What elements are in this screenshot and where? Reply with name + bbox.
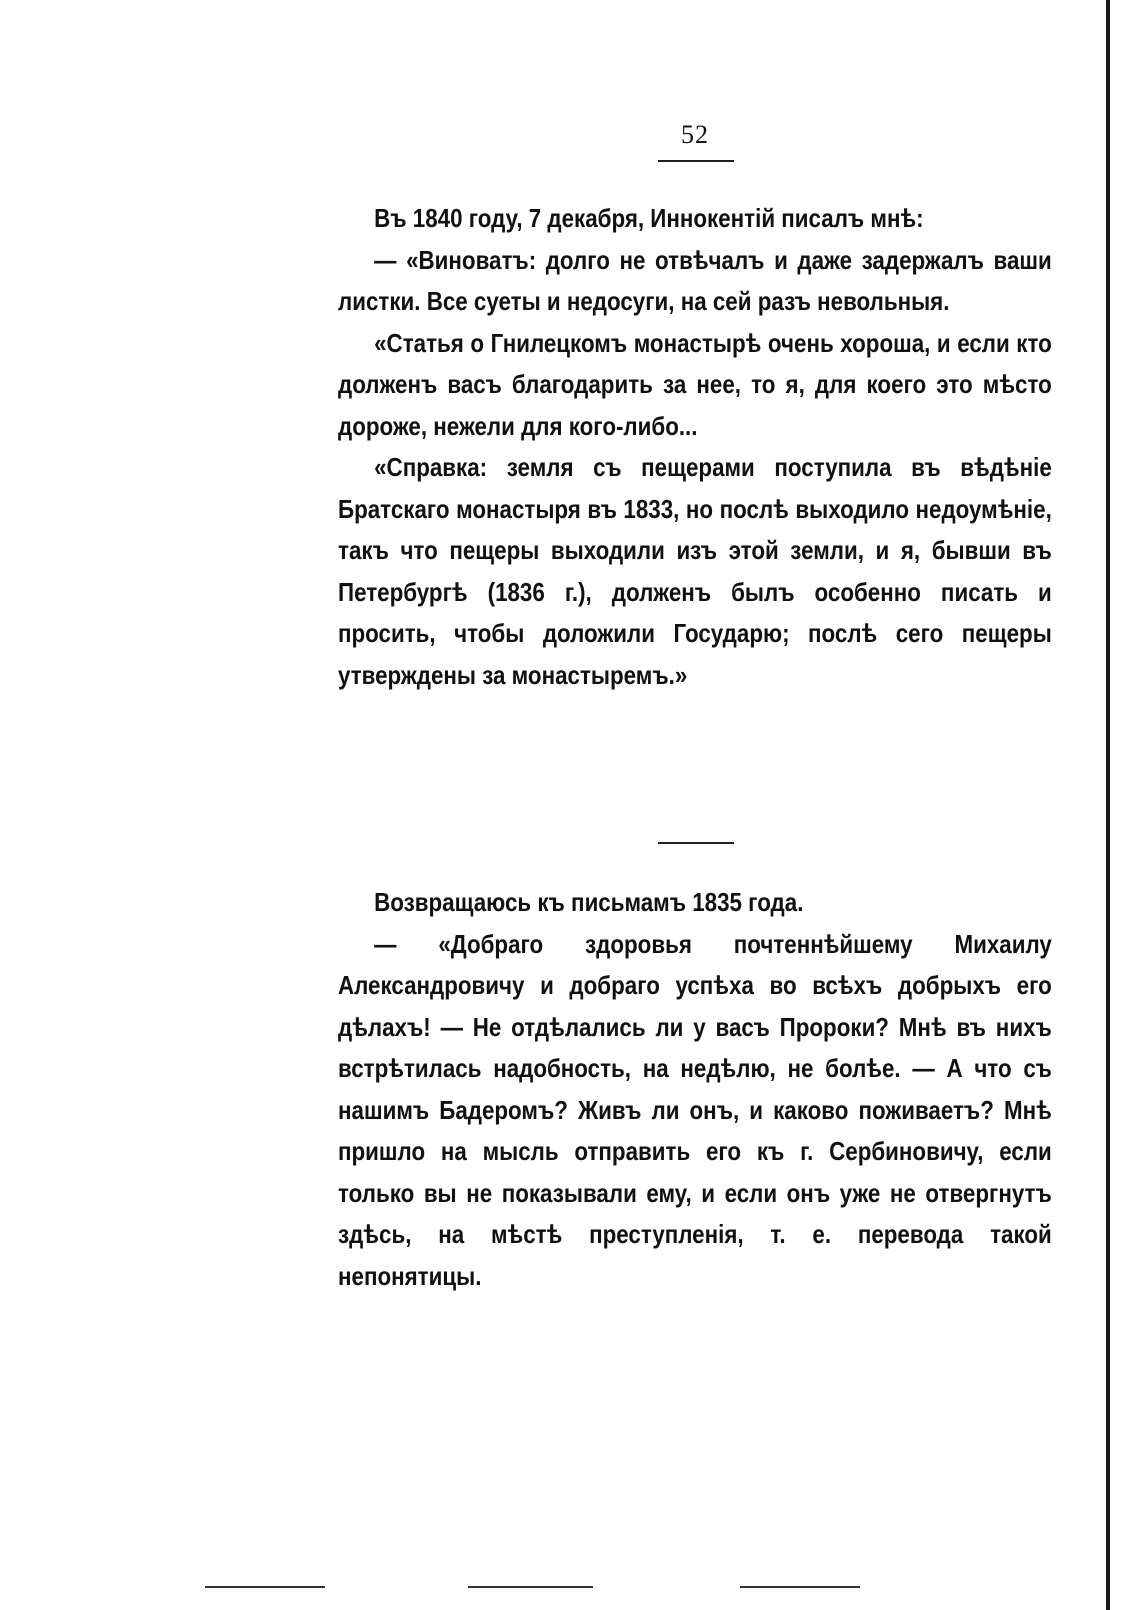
- page-number: 52: [681, 120, 709, 149]
- paragraph-2: — «Виноватъ: долго не отвѣчалъ и даже задержалъ ваши листки. Все суеты и недосуги, на сей разъ невольныя.: [338, 244, 1052, 316]
- footer-mark-right: [740, 1586, 860, 1588]
- paragraph-5: Возвращаюсь къ письмамъ 1835 года.: [374, 887, 804, 917]
- section-2: [338, 882, 1052, 1297]
- paragraph-6: — «Добраго здоровья почтеннѣйшему Михаилу Александровичу и добраго успѣха во всѣхъ добрыхъ его дѣлахъ! — Не отдѣлались ли у васъ Пророки? Мнѣ въ нихъ встрѣтилась надобность, на недѣлю, не болѣе. — А что съ нашимъ Бадеромъ? Живъ ли онъ, и каково поживаетъ? Мнѣ пришло на мысль отправить его къ г. Сербиновичу, если только вы не показывали ему, и если онъ уже не отвергнутъ здѣсь, на мѣстѣ преступленія, т. е. перевода такой непонятицы.: [338, 928, 1052, 1291]
- paragraph-4: «Справка: земля съ пещерами поступила въ вѣдѣніе Братскаго монастыря въ 1833, но послѣ выходило недоумѣніе, такъ что пещеры выходили изъ этой земли, и я, бывши въ Петербургѣ (1836 г.), долженъ былъ особенно писать и просить, чтобы доложили Государю; послѣ сего пещеры утверждены за монастыремъ.»: [338, 452, 1052, 690]
- paragraph-1: Въ 1840 году, 7 декабря, Иннокентій писалъ мнѣ:: [374, 203, 924, 233]
- footer-mark-left: [205, 1586, 325, 1588]
- binding-edge: [1106, 0, 1110, 1610]
- footer-mark-center: [468, 1586, 593, 1588]
- section-divider: [658, 842, 734, 844]
- section-1: [338, 198, 1052, 696]
- paragraph-3: «Статья о Гнилецкомъ монастырѣ очень хороша, и если кто долженъ васъ благодарить за нее, то я, для коего это мѣсто дороже, нежели для кого-либо...: [338, 327, 1052, 441]
- page-number-rule: [658, 160, 734, 162]
